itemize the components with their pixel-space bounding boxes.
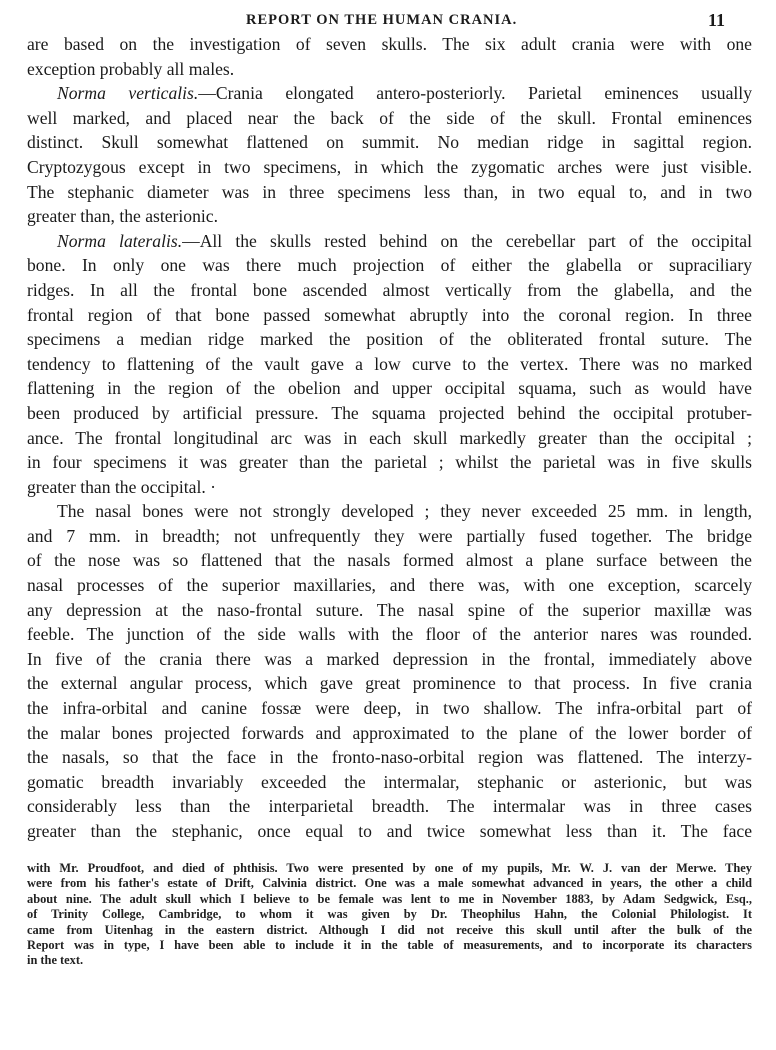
text-line (27, 524, 752, 549)
line-text: Report was in type, I have been able to include it in the table of measurements, and to incorporate its characters (27, 937, 752, 952)
line-text: In five of the crania there was a marked depression in the frontal, immediately above (27, 648, 752, 669)
text-line (27, 861, 752, 876)
text-line (27, 426, 752, 451)
running-title: REPORT ON THE HUMAN CRANIA. (246, 12, 518, 28)
text-line (27, 155, 752, 180)
text-line (27, 57, 752, 82)
line-text: are based on the investigation of seven skulls. The six adult crania were with one (27, 34, 752, 54)
line-text: were from his father's estate of Drift, Calvinia district. One was a male somewhat advanced in years, the other a child (27, 876, 752, 891)
line-text: —All the skulls rested behind on the cerebellar part of the occipital (182, 230, 752, 251)
line-text: distinct. Skull somewhat flattened on summit. No median ridge in sagittal region. (27, 132, 752, 153)
line-text: the malar bones projected forwards and approximated to the plane of the lower border of (27, 722, 752, 743)
text-line (27, 303, 752, 328)
line-text: bone. In only one was there much projection of either the glabella or supraciliary (27, 255, 752, 276)
line-text: exception probably all males. (27, 58, 235, 79)
text-line (27, 598, 752, 623)
text-line (27, 745, 752, 770)
text-line (27, 721, 752, 746)
text-line (27, 794, 752, 819)
body-text (27, 32, 752, 844)
line-text: and 7 mm. in breadth; not unfrequently they were partially fused together. The bridge (27, 525, 752, 546)
line-text: greater than the stephanic, once equal to and twice somewhat less than it. The face (27, 821, 752, 841)
text-line (27, 401, 752, 426)
line-text: the external angular process, which gave great prominence to that process. In five crania (27, 673, 752, 694)
line-text: ance. The frontal longitudinal arc was in each skull markedly greater than the occipital ; (27, 427, 752, 448)
text-line (27, 923, 752, 938)
line-text: nasal processes of the superior maxillaries, and there was, with one exception, scarcely (27, 575, 752, 596)
line-text: the nasals, so that the face in the fronto-naso-orbital region was flattened. The interzy- (27, 747, 752, 768)
text-line (27, 938, 752, 953)
line-text: of Trinity College, Cambridge, to whom it was given by Dr. Theophilus Hahn, the Colonial Philologist. It (27, 907, 752, 922)
line-text: ridges. In all the frontal bone ascended almost vertically from the glabella, and the (27, 279, 752, 300)
text-line (27, 953, 752, 968)
footnote (27, 861, 752, 969)
line-text: greater than the occipital. · (27, 476, 217, 497)
line-text: in the text. (27, 953, 84, 968)
text-line (27, 548, 752, 573)
text-line (27, 376, 752, 401)
text-line (27, 499, 752, 524)
line-text: frontal region of that bone passed somewhat abruptly into the coronal region. In three (27, 304, 752, 325)
text-line (27, 573, 752, 598)
text-line (27, 647, 752, 672)
text-line (27, 696, 752, 721)
line-text: specimens a median ridge marked the position of the obliterated frontal suture. The (27, 329, 752, 350)
text-line (27, 327, 752, 352)
text-line (27, 180, 752, 205)
line-text: the infra-orbital and canine fossæ were deep, in two shallow. The infra-orbital part of (27, 698, 752, 719)
line-text: flattening in the region of the obelion and upper occipital squama, such as would have (27, 378, 752, 399)
line-text: —Crania elongated antero-posteriorly. Parietal eminences usually (198, 83, 752, 104)
text-line (27, 253, 752, 278)
italic-heading: Norma lateralis. (57, 230, 183, 251)
text-line (27, 892, 752, 907)
line-text: in four specimens it was greater than the parietal ; whilst the parietal was in five skulls (27, 452, 752, 473)
text-line (27, 475, 752, 500)
line-text: of the nose was so flattened that the nasals formed almost a plane surface between the (27, 550, 752, 571)
line-text: The nasal bones were not strongly developed ; they never exceeded 25 mm. in length, (57, 501, 752, 522)
text-line (27, 352, 752, 377)
line-text: well marked, and placed near the back of the side of the skull. Frontal eminences (27, 107, 752, 128)
line-text: gomatic breadth invariably exceeded the intermalar, stephanic or asterionic, but was (27, 771, 752, 792)
line-text: feeble. The junction of the side walls with the floor of the anterior nares was rounded. (27, 624, 752, 645)
line-text: came from Uitenhag in the eastern district. Although I did not receive this skull until after the bulk of the (27, 922, 752, 937)
page-number: 11 (708, 10, 726, 30)
text-line (27, 622, 752, 647)
text-line (27, 106, 752, 131)
text-line (27, 32, 752, 57)
italic-heading: Norma verticalis. (57, 83, 199, 104)
text-line (27, 907, 752, 922)
text-line (27, 450, 752, 475)
line-text: considerably less than the interparietal breadth. The intermalar was in three cases (27, 796, 752, 817)
line-text: been produced by artificial pressure. The squama projected behind the occipital protuber- (27, 402, 752, 423)
text-line (27, 876, 752, 891)
text-line (27, 819, 752, 844)
text-line (27, 278, 752, 303)
text-line (27, 671, 752, 696)
text-line (27, 770, 752, 795)
line-text: tendency to flattening of the vault gave a low curve to the vertex. There was no marked (27, 353, 752, 374)
line-text: The stephanic diameter was in three specimens less than, in two equal to, and in two (27, 181, 752, 202)
text-line (27, 81, 752, 106)
text-line (27, 229, 752, 254)
line-text: Cryptozygous except in two specimens, in which the zygomatic arches were just visible. (27, 156, 752, 177)
text-line (27, 204, 752, 229)
line-text: with Mr. Proudfoot, and died of phthisis. Two were presented by one of my pupils, Mr. W. J. van der Merwe. They (27, 861, 752, 875)
line-text: greater than, the asterionic. (27, 206, 218, 227)
running-header (0, 10, 776, 32)
text-line (27, 130, 752, 155)
line-text: any depression at the naso-frontal suture. The nasal spine of the superior maxillæ was (27, 599, 752, 620)
line-text: about nine. The adult skull which I believe to be female was lent to me in November 1883, by Adam Sedgwick, Esq., (27, 891, 752, 906)
